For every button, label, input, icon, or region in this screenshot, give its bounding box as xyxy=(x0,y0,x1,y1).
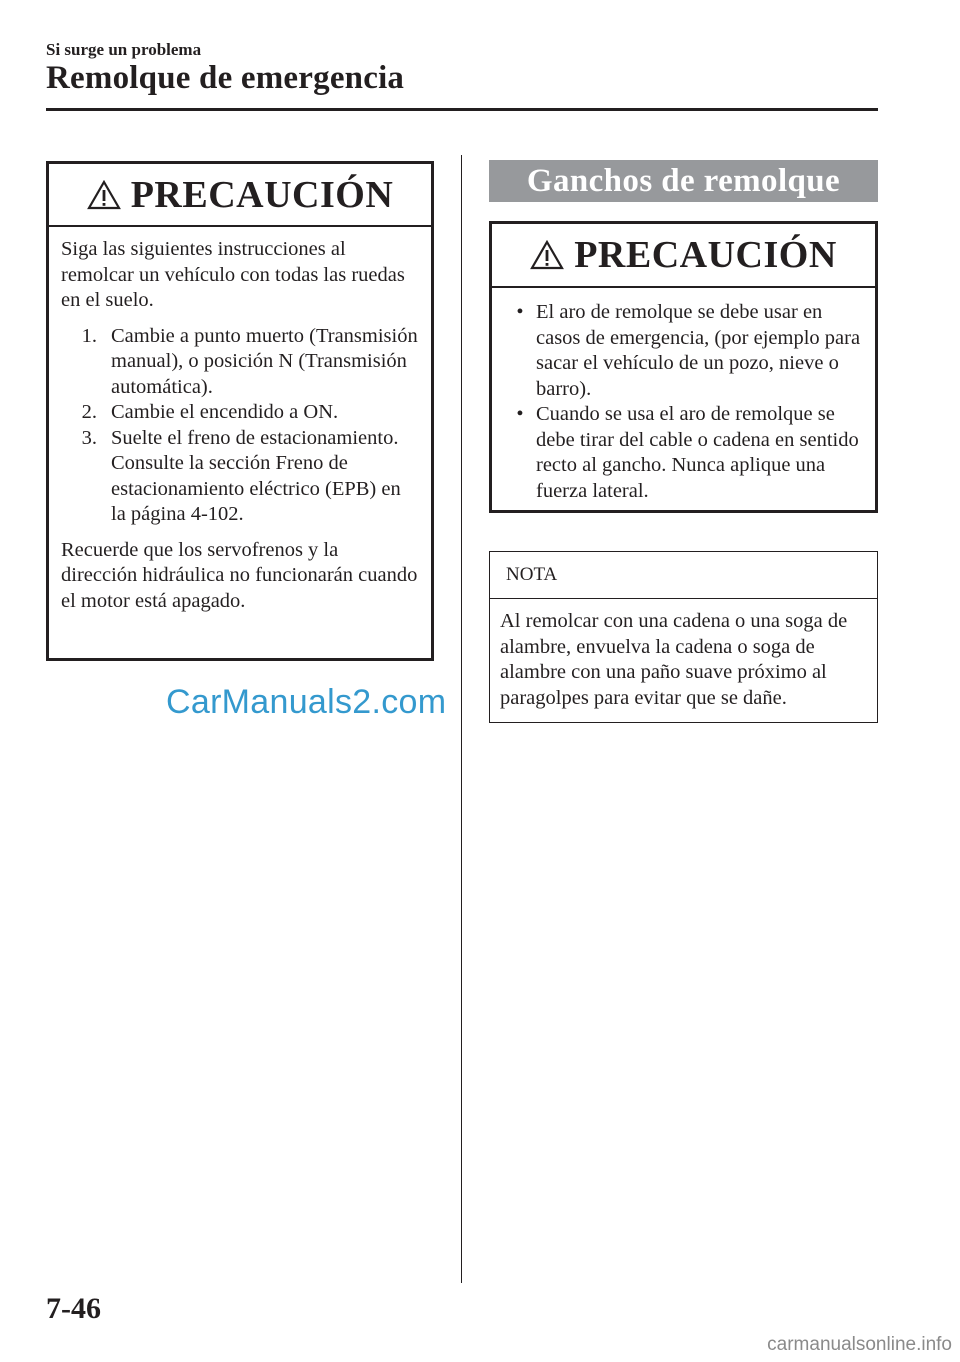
caution-header xyxy=(49,164,431,227)
step-item: 3. Suelte el freno de estacionamiento. Consulte la sección Freno de estacionamiento eléctrico (EPB) en la página 4-102. xyxy=(81,426,401,525)
note-label: NOTA xyxy=(490,552,877,599)
step-item: 2. Cambie el encendido a ON. xyxy=(81,401,339,423)
page-number: 7-46 xyxy=(46,1292,101,1325)
site-watermark: carmanualsonline.info xyxy=(767,1334,952,1355)
column-divider xyxy=(461,155,462,1283)
note-text: Al remolcar con una cadena o una soga de alambre, envuelva la cadena o soga de alambre con una paño suave próximo al paragolpes para evitar que se dañe. xyxy=(500,610,848,709)
page-title: Remolque de emergencia xyxy=(46,60,405,96)
bullet-item: • Cuando se usa el aro de remolque se debe tirar del cable o cadena en sentido recto al gancho. Nunca aplique una fuerza lateral. xyxy=(516,403,859,502)
caution-body xyxy=(49,227,431,628)
caution-box-left xyxy=(46,161,434,661)
caution-body xyxy=(492,288,875,518)
bullet-item: • El aro de remolque se debe usar en casos de emergencia, (por ejemplo para sacar el vehículo de un pozo, nieve o barro). xyxy=(516,301,861,400)
warning-triangle-icon xyxy=(530,240,564,270)
caution-outro: Recuerde que los servofrenos y la dirección hidráulica no funcionarán cuando el motor está apagado. xyxy=(61,538,418,612)
step-item: 1. Cambie a punto muerto (Transmisión manual), o posición N (Transmisión automática). xyxy=(81,324,418,398)
watermark-logo[interactable]: CarManuals2.com xyxy=(166,683,447,721)
caution-title: PRECAUCIÓN xyxy=(574,234,837,276)
caution-intro: Siga las siguientes instrucciones al remolcar un vehículo con todas las ruedas en el suelo. xyxy=(61,238,405,311)
step-reference: Consulte la sección Freno de estacionamiento eléctrico (EPB) en la página 4-102. xyxy=(111,452,401,525)
caution-box-right xyxy=(489,221,878,513)
caution-header xyxy=(492,224,875,288)
caution-title: PRECAUCIÓN xyxy=(130,173,394,216)
section-label: Si surge un problema xyxy=(46,40,202,59)
step-text: Suelte el freno de estacionamiento. xyxy=(111,426,399,449)
section-heading: Ganchos de remolque xyxy=(489,160,878,202)
note-box xyxy=(489,551,878,723)
steps-list xyxy=(61,324,419,528)
header-rule xyxy=(46,108,878,111)
warning-triangle-icon xyxy=(87,180,121,210)
bullet-list xyxy=(504,300,863,504)
